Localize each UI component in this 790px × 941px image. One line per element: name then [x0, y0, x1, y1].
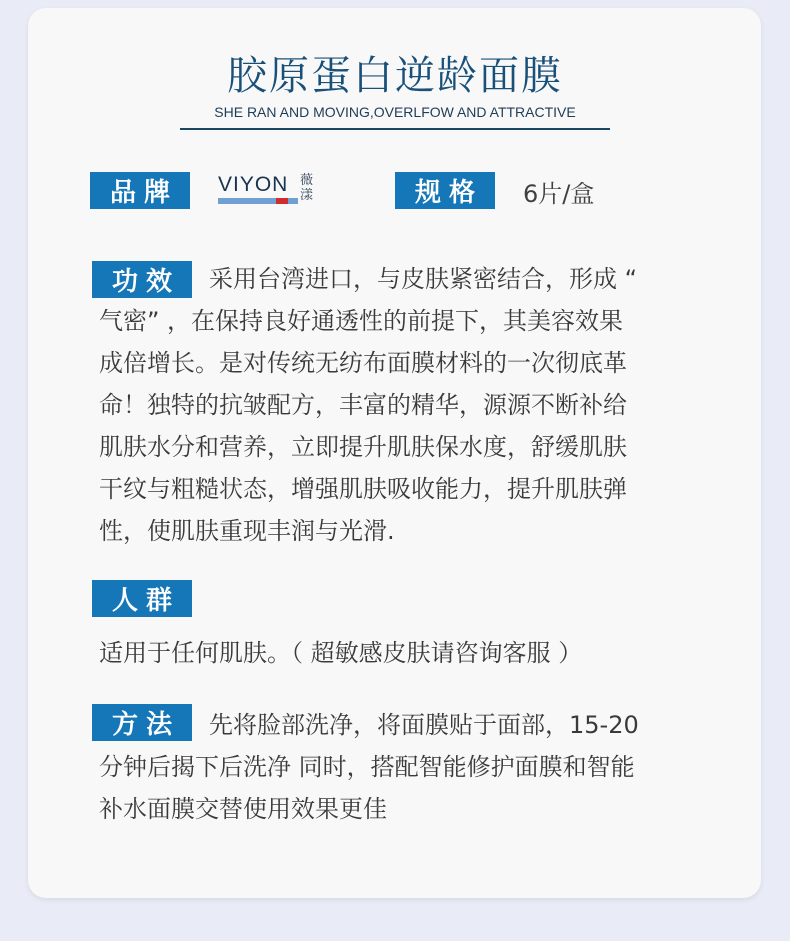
efficacy-tag: 功效 [92, 261, 192, 298]
efficacy-line: 采用台湾进口，与皮肤紧密结合，形成 “ [209, 265, 638, 293]
spec-tag: 规格 [395, 172, 495, 209]
method-text [99, 704, 709, 830]
brand-logo-cn: 薇漾 [300, 173, 314, 203]
page-subtitle: SHE RAN AND MOVING,OVERLFOW AND ATTRACTIVE [214, 104, 576, 120]
audience-tag: 人群 [92, 580, 192, 617]
spec-value: 6片/盒 [523, 180, 595, 208]
brand-logo [218, 173, 316, 209]
efficacy-line: 干纹与粗糙状态，增强肌肤吸收能力，提升肌肤弹 [99, 475, 627, 503]
efficacy-line: 性，使肌肤重现丰润与光滑. [99, 517, 395, 545]
method-line: 先将脸部洗净，将面膜贴于面部，15-20 [209, 711, 639, 739]
page-title: 胶原蛋白逆龄面膜 [227, 53, 563, 99]
brand-logo-text: VIYON [218, 173, 289, 196]
efficacy-text [99, 258, 709, 552]
method-line: 分钟后揭下后洗净 同时，搭配智能修护面膜和智能 [99, 753, 635, 781]
method-line: 补水面膜交替使用效果更佳 [99, 795, 387, 823]
efficacy-line: 肌肤水分和营养，立即提升肌肤保水度，舒缓肌肤 [99, 433, 627, 461]
audience-text: 适用于任何肌肤。（ 超敏感皮肤请咨询客服 ） [99, 639, 583, 667]
method-tag: 方法 [92, 704, 192, 741]
title-divider [180, 128, 610, 130]
brand-tag: 品牌 [90, 172, 190, 209]
efficacy-line: 命！独特的抗皱配方，丰富的精华，源源不断补给 [99, 391, 627, 419]
efficacy-line: 成倍增长。是对传统无纺布面膜材料的一次彻底革 [99, 349, 627, 377]
logo-band-red [276, 198, 288, 204]
efficacy-line: 气密” ，在保持良好通透性的前提下，其美容效果 [99, 307, 624, 335]
